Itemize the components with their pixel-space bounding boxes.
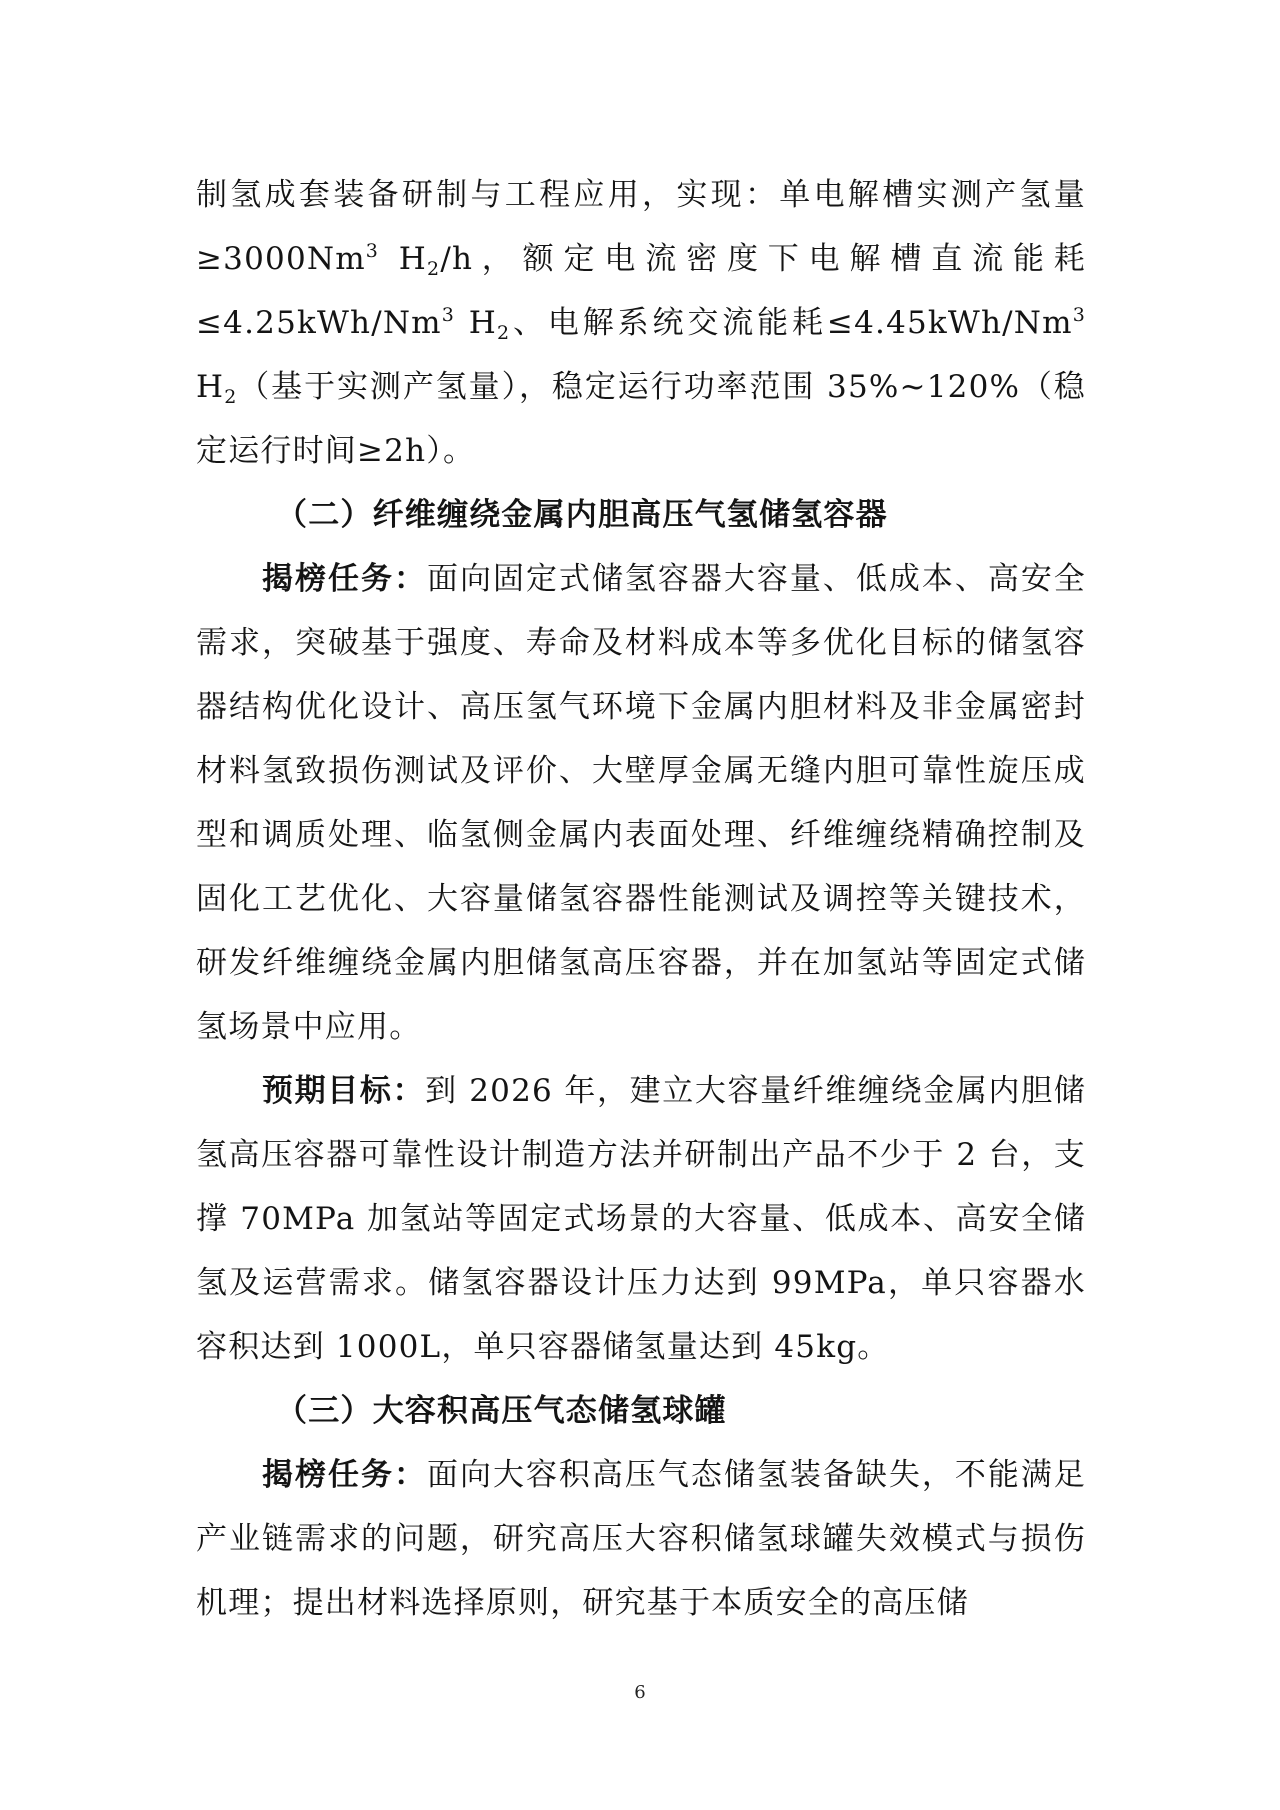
text-run: /h，额定电流密度下电解槽直流能耗≤4.25kWh/Nm [196,241,1086,341]
section-heading-3: （三）大容积高压气态储氢球罐 [276,1393,727,1429]
text-run: H [455,305,498,341]
section-heading-2: （二）纤维缠绕金属内胆高压气氢储氢容器 [276,497,888,533]
task-label: 揭榜任务： [262,561,427,597]
text-run: H [196,369,225,405]
section-2-task-paragraph [196,547,1086,1059]
body-text [196,163,1086,1635]
goal-label: 预期目标： [262,1073,426,1109]
task-text: 面向大容积高压气态储氢装备缺失，不能满足产业链需求的问题，研究高压大容积储氢球罐失效模式与损伤机理；提出材料选择原则，研究基于本质安全的高压储 [196,1457,1087,1621]
text-run: 、电解系统交流能耗≤4.45kWh/Nm [510,305,1073,341]
section-2-goal-paragraph [196,1059,1086,1379]
section-3-task-paragraph [196,1443,1086,1635]
text-run: 制氢成套装备研制与工程应用，实现：单电解槽实测产氢量≥3000Nm [196,177,1086,277]
paragraph-continuation [196,163,1086,483]
task-label: 揭榜任务： [262,1457,427,1493]
text-run: H [379,241,428,277]
superscript: 3 [441,304,456,326]
superscript: 3 [1072,304,1086,326]
subscript: 2 [224,386,238,408]
subscript: 2 [427,258,441,280]
superscript: 3 [365,240,380,262]
text-run: （基于实测产氢量），稳定运行功率范围 35%~120%（稳定运行时间≥2h）。 [196,369,1086,469]
subscript: 2 [497,322,511,344]
task-text: 面向固定式储氢容器大容量、低成本、高安全需求，突破基于强度、寿命及材料成本等多优化目标的储氢容器结构优化设计、高压氢气环境下金属内胆材料及非金属密封材料氢致损伤测试及评价、大壁厚金属无缝内胆可靠性旋压成型和调质处理、临氢侧金属内表面处理、纤维缠绕精确控制及固化工艺优化、大容量储氢容器性能测试及调控等关键技术，研发纤维缠绕金属内胆储氢高压容器，并在加氢站等固定式储氢场景中应用。 [196,561,1087,1045]
goal-text: 到 2026 年，建立大容量纤维缠绕金属内胆储氢高压容器可靠性设计制造方法并研制出产品不少于 2 台，支撑 70MPa 加氢站等固定式场景的大容量、低成本、高安全储氢及运营需求。储氢容器设计压力达到 99MPa，单只容器水容积达到 1000L，单只容器储氢量达到 45kg。 [196,1073,1087,1365]
page-number: 6 [634,1682,646,1703]
